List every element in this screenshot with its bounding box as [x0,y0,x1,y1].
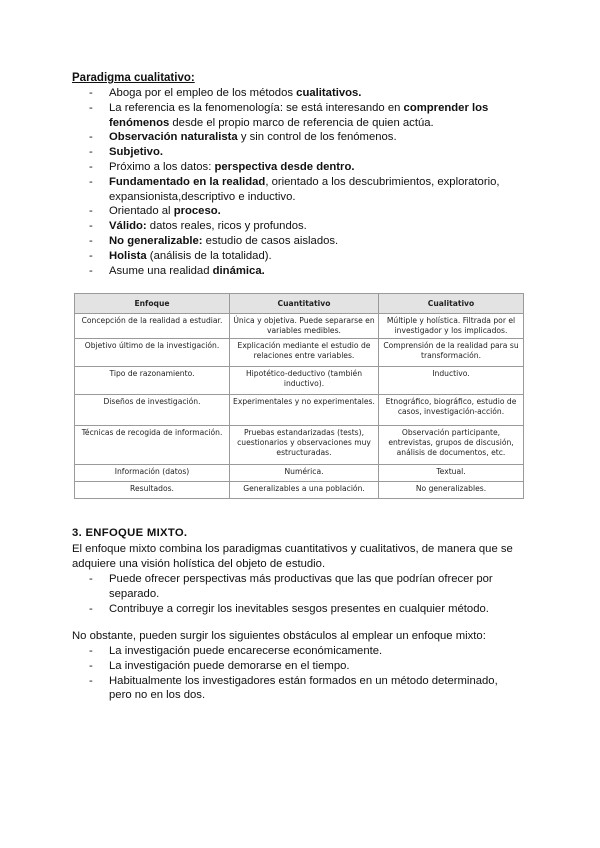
table-cell: Generalizables a una población. [230,482,379,499]
table-cell: Inductivo. [379,367,524,395]
mixto-intro-paragraph: El enfoque mixto combina los paradigmas cuantitativos y cualitativos, de manera que se adquiere una visión holística del objeto de estudio. [72,543,513,570]
table-cell: Concepción de la realidad a estudiar. [75,314,230,339]
section-heading-mixto: 3. ENFOQUE MIXTO. [72,527,188,539]
comparison-table [74,293,524,499]
list-item: - Contribuye a corregir los inevitables sesgos presentes en cualquier método. [73,602,513,617]
table-row [75,367,524,395]
table-cell: Etnográfico, biográfico, estudio de casos, investigación-acción. [379,395,524,426]
mixto-ventajas-list [73,572,513,616]
list-item: - Habitualmente los investigadores están formados en un método determinado, pero no en los dos. [73,674,513,704]
list-item: - No generalizable: estudio de casos aislados. [73,234,513,249]
list-item: - Asume una realidad dinámica. [73,264,513,279]
table-cell: Única y objetiva. Puede separarse en variables medibles. [230,314,379,339]
table-cell: Textual. [379,465,524,482]
obstaculos-intro-paragraph: No obstante, pueden surgir los siguientes obstáculos al emplear un enfoque mixto: [72,630,486,642]
list-item: - Orientado al proceso. [73,204,513,219]
table-row [75,339,524,367]
table-header-cell: Cualitativo [379,294,524,314]
table-cell: Información (datos) [75,465,230,482]
table-cell: Diseños de investigación. [75,395,230,426]
list-item: - Subjetivo. [73,145,513,160]
table-row [75,395,524,426]
table-cell: Comprensión de la realidad para su transformación. [379,339,524,367]
list-item: - La investigación puede encarecerse económicamente. [73,644,513,659]
cualitativo-list [73,86,513,278]
list-item: - Puede ofrecer perspectivas más productivas que las que podrían ofrecer por separado. [73,572,513,602]
table-cell: Observación participante, entrevistas, grupos de discusión, análisis de documentos, etc. [379,426,524,465]
table-row [75,482,524,499]
table-row [75,465,524,482]
table-cell: No generalizables. [379,482,524,499]
table-row [75,314,524,339]
section-title-cualitativo: Paradigma cualitativo: [72,72,195,84]
table-cell: Hipotético-deductivo (también inductivo). [230,367,379,395]
list-item: - Holista (análisis de la totalidad). [73,249,513,264]
table-header-cell: Enfoque [75,294,230,314]
table-cell: Objetivo último de la investigación. [75,339,230,367]
list-item: - La referencia es la fenomenología: se está interesando en comprender los fenómenos desde el propio marco de referencia de quien actúa. [73,101,513,131]
table-cell: Resultados. [75,482,230,499]
list-item: - Válido: datos reales, ricos y profundos. [73,219,513,234]
table-cell: Tipo de razonamiento. [75,367,230,395]
table-cell: Técnicas de recogida de información. [75,426,230,465]
list-item: - Aboga por el empleo de los métodos cualitativos. [73,86,513,101]
list-item: - La investigación puede demorarse en el tiempo. [73,659,513,674]
table-cell: Múltiple y holística. Filtrada por el investigador y los implicados. [379,314,524,339]
table-cell: Explicación mediante el estudio de relaciones entre variables. [230,339,379,367]
mixto-obstaculos-list [73,644,513,703]
table-cell: Experimentales y no experimentales. [230,395,379,426]
list-item: - Observación naturalista y sin control de los fenómenos. [73,130,513,145]
table-cell: Pruebas estandarizadas (tests), cuestionarios y observaciones muy estructuradas. [230,426,379,465]
list-item: - Próximo a los datos: perspectiva desde dentro. [73,160,513,175]
table-row [75,426,524,465]
table-cell: Numérica. [230,465,379,482]
table-header-cell: Cuantitativo [230,294,379,314]
table-header-row [75,294,524,314]
list-item: - Fundamentado en la realidad, orientado a los descubrimientos, exploratorio, expansionista,descriptivo e inductivo. [73,175,513,205]
